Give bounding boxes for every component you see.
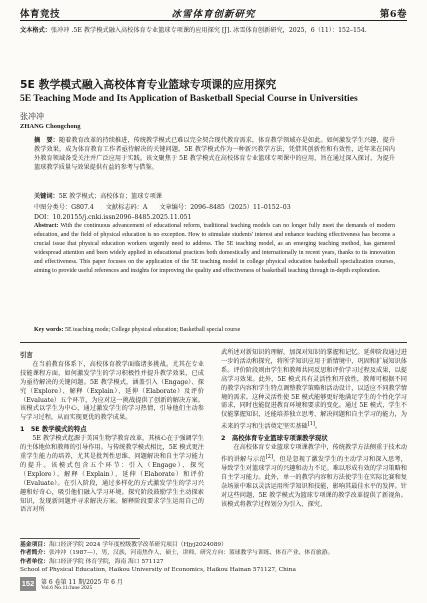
paragraph-text: 武所述对新知识的理解，加深对知识的掌握和记忆。延伸阶段通过进一步的活动和探究，将所学知识应用于新情境中，巩固和扩展知识体系。评价阶段则由学生和教师共同反思和评价学习过程及成果，以提高学习效果。此外，5E 模式具有灵活性和开放性，教师可根据不同的教学内容和学生特点调整教学策略和活动设计，以适应不同教学情境的需求。这种灵活性使 5E 模式能够更好地满足学生的个性化学习需求，同时也能促进教育环境和要求的变化。通过 5E 模式，学生不仅能掌握知识，还能培养独立思考、解决问题和自主学习的能力，为未来的学习和生活奠定坚实基础 xyxy=(221,349,407,431)
classification-row xyxy=(34,202,395,211)
title-english: 5E Teaching Mode and Its Application of Basketball Special Course in Universities xyxy=(20,93,358,104)
citation-ref: [2] xyxy=(265,454,273,461)
section-heading-intro: 引言 xyxy=(20,351,33,359)
abstract-en-text: With the continuous advancement of educational reform, traditional teaching models can no longer fully meet the demands of modern education, and the field of physical education is no exception. How to stimulate students' interest and enhance teaching effectiveness has become a crucial issue that physical education workers urgently need to address. The 5E teaching model, as an emerging teaching method, has garnered widespread attention and been widely applied in educational practices both domestically and internationally in recent years, thanks to its innovation and effectiveness. This paper focuses on the application of the 5E teaching model in college physical education basketball specialization courses, aiming to provide useful references and insights for improving the quality and effectiveness of basketball teaching through in-depth exploration. xyxy=(34,223,395,275)
author-chinese: 张冲冲 xyxy=(20,112,44,121)
org-line xyxy=(20,558,407,566)
page-number: 152 xyxy=(20,577,36,591)
org-label: 作者单位： xyxy=(20,558,49,565)
org-cn: 海口经济学院 体育学院，海南 海口 571127 xyxy=(49,558,164,565)
footnote xyxy=(20,541,407,575)
author-english: ZHANG Chongchong xyxy=(20,123,81,130)
abstract-english xyxy=(34,222,395,276)
bio-line xyxy=(20,549,407,557)
paragraph-text: 在高校体育专业篮球专项课教学中，传统教学方法侧重于技术动作的讲解与示范 xyxy=(221,444,407,464)
article-number: 文章编号：2096–8485（2025）11–0152–03 xyxy=(159,204,291,211)
body-paragraph: 5E 教学模式起源于美国生物学教育改革，其核心在于强调学生的主体地位和教师的引导作用。与传统教学模式相比，5E 模式更注重学生能力的培养，尤其是批判性思维、问题解决和自主学习能力的提升。该模式包含五个环节：引入（Engage）、探究（Explore）、解释（Explain）、延伸（Elaborate）和评价（Evaluate）。在引入阶段，通过多样化的方式激发学生的学习兴趣和好奇心，吸引他们融入学习环境。探究阶段鼓励学生主动探索知识，发现新问题并寻求解决方案。解释阶段要求学生运用自己的语言对所 xyxy=(20,435,204,514)
keywords-chinese xyxy=(34,191,395,200)
title-chinese: 5E 教学模式融入高校体育专业篮球专项课的应用探究 xyxy=(20,78,277,91)
abstract-cn-label: 摘 要： xyxy=(34,137,59,144)
keywords-cn-text: 5E 教学模式；高校体育；篮球专项课 xyxy=(58,193,162,200)
running-header-journal: 冰雪体育创新研究 xyxy=(171,9,256,20)
citation-text: 张冲冲 .5E 教学模式融入高校体育专业篮球专项课的应用探究 [J]. 冰雪体育创新研究，2025，6（11）：152–154. xyxy=(50,27,367,34)
citation-ref: [1] xyxy=(307,421,315,428)
body-column-left xyxy=(20,349,204,515)
doi: DOI：10.20155/j.cnki.issn2096–8485.2025.11.051 xyxy=(34,214,192,221)
clc-number: 中图分类号：G807.4 xyxy=(34,204,94,211)
running-header-volume: 第6卷 xyxy=(379,9,407,20)
org-english: School of Physical Education, Haikou University of Economics, Haikou Hainan 571127, China xyxy=(20,567,296,574)
body-paragraph xyxy=(221,444,407,509)
section-heading-1: 1 5E 教学模式的特点 xyxy=(20,425,87,434)
abstract-cn-text: 随着教育改革的持续推进，传统教学模式已难以完全契合现代教育需求，体育教学领域亦是如此。如何激发学生兴趣、提升教学效果，成为体育教育工作者亟待解决的关键问题。5E 教学模式作为一种新兴教学方法，凭借其创新性和有效性，近年来在国内外教育领域备受关注并广泛应用于实践。该文聚焦于 5E 教学模式在高校体育专业篮球专项课中的应用，旨在通过深入探讨，为提升篮球教学质量与效果提供有益的参考与借鉴。 xyxy=(34,137,396,171)
issue-english: Vol.6 No.11/June 2025 xyxy=(41,585,93,591)
paragraph-text: 。但是忽视了激发学生的主动学习和深入思考，导致学生对篮球学习的兴趣和动力不足。难以形成有效的学习策略和自主学习能力。此外，单一的教学内容和方法使学生在实际比赛和复杂场景中难以灵活运用所学知识和技能，影响其最佳水平的发挥。针对这些问题，5E 教学模式为篮球专项课的教学改革提供了新视角。该模式将教学过程划分为引入、探究、 xyxy=(221,456,407,508)
keywords-en-text: 5E teaching mode; College physical education; Basketball special course xyxy=(65,327,241,333)
keywords-english xyxy=(34,327,395,333)
issue-chinese: 第 6 卷第 11 期/2025 年 6 月 xyxy=(41,579,123,586)
abstract-en-label: Abstract: xyxy=(34,223,59,229)
citation-format xyxy=(20,26,407,35)
body-paragraph: 在当前教育体系下，高校体育教学面临诸多挑战。尤其在专业技能课程方面，如何激发学生的学习积极性并提升教学效果，已成为亟待解决的关键问题。5E 教学模式，涵盖引入（Engage）、探究（Explore）、解释（Explain）、延伸（Elaborate）及评价（Evaluate）五个环节，为应对这一挑战提供了创新的解决方案。该模式以学生为中心，通过激发学生的学习热情，引导他们主动参与学习过程，从而实现更优的教学成果。 xyxy=(20,360,204,422)
header-rule xyxy=(20,20,407,21)
fund-text: 海口经济学院 2024 学年度校级教学改革研究项目（Hjyj2024089） xyxy=(49,542,227,548)
body-paragraph: 武所述对新知识的理解，加深对知识的掌握和记忆。延伸阶段通过进一步的活动和探究，将所学知识应用于新情境中，巩固和扩展知识体系。评价阶段则由学生和教师共同反思和评价学习过程及成果，以提高学习效果。此外，5E 模式具有灵活性和开放性，教师可根据不同的教学内容和学生特点调整教学策略和活动设计，以适应不同教学情境的需求。这种灵活性使 5E 模式能够更好地满足学生的个性化学习需求，同时也能促进教育环境和要求的变化。通过 5E 模式，学生不仅能掌握知识，还能培养独立思考、解决问题和自主学习的能力，为未来的学习和生活奠定坚实基础[1]。 xyxy=(221,349,407,431)
body-column-right xyxy=(221,349,407,510)
document-code: 文献标志码：A xyxy=(105,204,148,211)
fund-line xyxy=(20,541,407,549)
section-heading-2: 2 高校体育专业篮球专项课教学现状 xyxy=(221,434,328,443)
abstract-divider xyxy=(20,342,407,343)
footnote-rule xyxy=(20,538,140,539)
citation-label: 文本格式： xyxy=(20,27,51,34)
bio-label: 作者简介： xyxy=(20,550,49,557)
keywords-cn-label: 关键词： xyxy=(34,193,59,200)
fund-label: 基金项目： xyxy=(20,542,49,548)
abstract-chinese xyxy=(34,137,395,173)
keywords-en-label: Key words: xyxy=(34,327,64,333)
bio-text: 张冲冲（1987—），男，汉族，河南焦作人，硕士，讲师，研究方向：篮球教学与训练、体育产业、体育旅游。 xyxy=(49,550,334,557)
running-header-section: 体育竞技 xyxy=(20,9,61,20)
